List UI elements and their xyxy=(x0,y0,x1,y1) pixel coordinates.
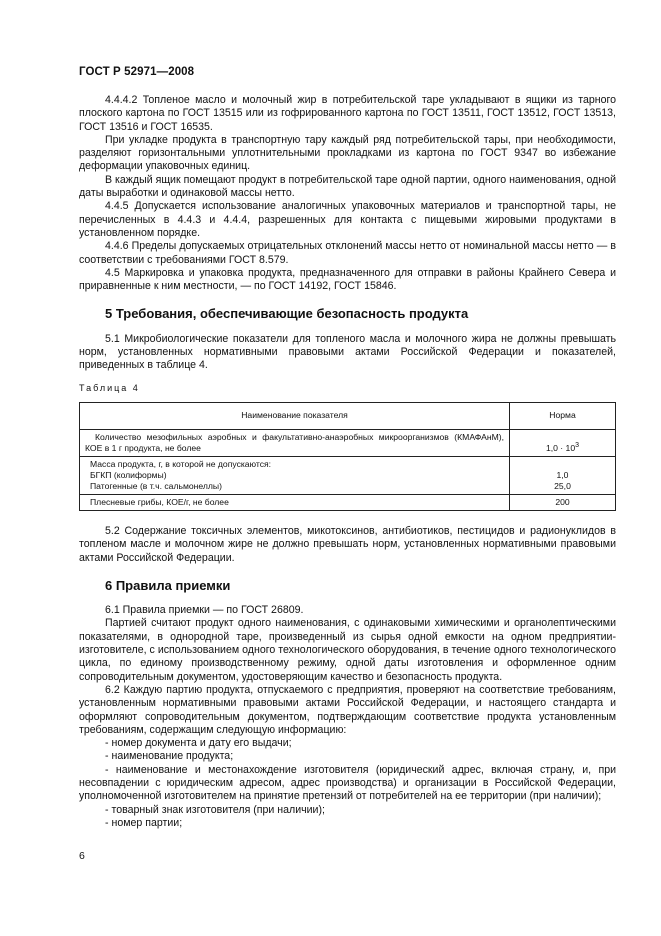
document-header: ГОСТ Р 52971—2008 xyxy=(79,66,195,78)
list-item: - номер партии; xyxy=(105,816,183,829)
table-cell-name: Плесневые грибы, КОЕ/г, не более xyxy=(80,494,510,510)
table-row xyxy=(80,429,616,456)
paragraph-4-4-6: 4.4.6 Пределы допускаемых отрицательных отклонений массы нетто от номинальной массы нетто — в соответствии с требованиями ГОСТ 8.579. xyxy=(79,240,616,266)
table-cell-name xyxy=(80,456,510,494)
table-subheading: Масса продукта, г, в которой не допускаются: xyxy=(90,458,272,469)
list-item: - наименование и местонахождение изготовителя (юридический адрес, включая страну, и, при несовпадении с юридическим адресом, адрес производства) и организации в Российской Федерации, уполномоченной изготовителем на принятие претензий от потребителей на ее территории (при наличии); xyxy=(79,763,616,803)
table-subitem: БГКП (колиформы) xyxy=(90,469,167,480)
table-header-row xyxy=(80,402,616,429)
page-number: 6 xyxy=(79,850,85,862)
table-col-name: Наименование показателя xyxy=(80,402,510,429)
list-item: - номер документа и дату его выдачи; xyxy=(105,737,292,750)
paragraph-6-1: 6.1 Правила приемки — по ГОСТ 26809. xyxy=(105,604,304,617)
paragraph-box-content: В каждый ящик помещают продукт в потребительской таре одной партии, одного наименования, одной даты выработки и одинаковой массы нетто. xyxy=(79,173,616,200)
paragraph-6-2: 6.2 Каждую партию продукта, отпускаемого с предприятия, проверяют на соответствие требованиям, установленным нормативными правовыми актами Российской Федерации, и настоящего стандарта и оформляют сопроводительным документом, подтверждающим соответствие продукта установленным требованиям, содержащим следующую информацию: xyxy=(79,683,616,736)
list-item: - товарный знак изготовителя (при наличии); xyxy=(105,803,325,816)
table-row xyxy=(80,494,616,510)
paragraph-4-5: 4.5 Маркировка и упаковка продукта, предназначенного для отправки в районы Крайнего Севера и приравненные к ним местности, — по ГОСТ 14192, ГОСТ 15846. xyxy=(79,266,616,293)
paragraph-4-4-5: 4.4.5 Допускается использование аналогичных упаковочных материалов и транспортной тары, не перечисленных в 4.4.3 и 4.4.4, разрешенных для контакта с пищевыми жировыми продуктами в установленном порядке. xyxy=(79,200,616,239)
paragraph-5-2: 5.2 Содержание токсичных элементов, микотоксинов, антибиотиков, пестицидов и радионуклидов в топленом масле и молочном жире не должно превышать норм, установленных нормативными правовыми актами Российской Федерации. xyxy=(79,524,616,564)
section-6-heading: 6 Правила приемки xyxy=(105,577,231,593)
paragraph-4-4-4-2: 4.4.4.2 Топленое масло и молочный жир в потребительской таре укладывают в ящики из тарного плоского картона по ГОСТ 13515 или из гофрированного картона по ГОСТ 13511, ГОСТ 13512, ГОСТ 13513, ГОСТ 13516 и ГОСТ 16535. xyxy=(79,94,616,133)
table-value-exponent: 3 xyxy=(575,442,580,450)
table-col-norm: Норма xyxy=(510,402,616,429)
paragraph-batch-definition: Партией считают продукт одного наименования, с одинаковыми химическими и органолептическими показателями, в однородной таре, произведенный из сырья одной емкости на одном предприятии-изготовителе, с использованием одного технологического оборудования, в течение одного технологического цикла, по единому производственному режиму, одной даты изготовления и оформленное одним сопроводительным документом, удостоверяющим качество и безопасность продукта. xyxy=(79,617,616,683)
table-cell-value xyxy=(510,456,616,494)
table-row xyxy=(80,456,616,494)
list-item: - наименование продукта; xyxy=(105,750,234,763)
table-caption: Таблица 4 xyxy=(79,382,140,393)
table-cell-value: 200 xyxy=(510,494,616,510)
paragraph-5-1: 5.1 Микробиологические показатели для топленого масла и молочного жира не должны превышать норм, установленных нормативными правовыми актами Российской Федерации и показателей, приведенных в таблице 4. xyxy=(79,332,616,372)
section-5-heading: 5 Требования, обеспечивающие безопасность продукта xyxy=(105,306,469,322)
paragraph-transport-packing: При укладке продукта в транспортную тару каждый ряд потребительской тары, при необходимости, разделяют горизонтальными уплотнительными прокладками из картона по ГОСТ 9347 во избежание деформации упаковочных единиц. xyxy=(79,133,616,173)
table-subvalue: 1,0 xyxy=(556,469,569,480)
table-subitem: Патогенные (в т.ч. сальмонеллы) xyxy=(90,480,222,491)
table-cell-name: Количество мезофильных аэробных и факультативно-анаэробных микроорганизмов (КМАФАнМ), КОЕ в 1 г продукта, не более xyxy=(80,429,510,456)
table-cell-value xyxy=(510,429,616,456)
table-value-mantissa: 1,0 · 10 xyxy=(545,442,576,453)
document-body xyxy=(79,94,616,830)
table-subvalue: 25,0 xyxy=(554,480,571,491)
info-list xyxy=(79,737,616,830)
table-4 xyxy=(79,402,616,511)
